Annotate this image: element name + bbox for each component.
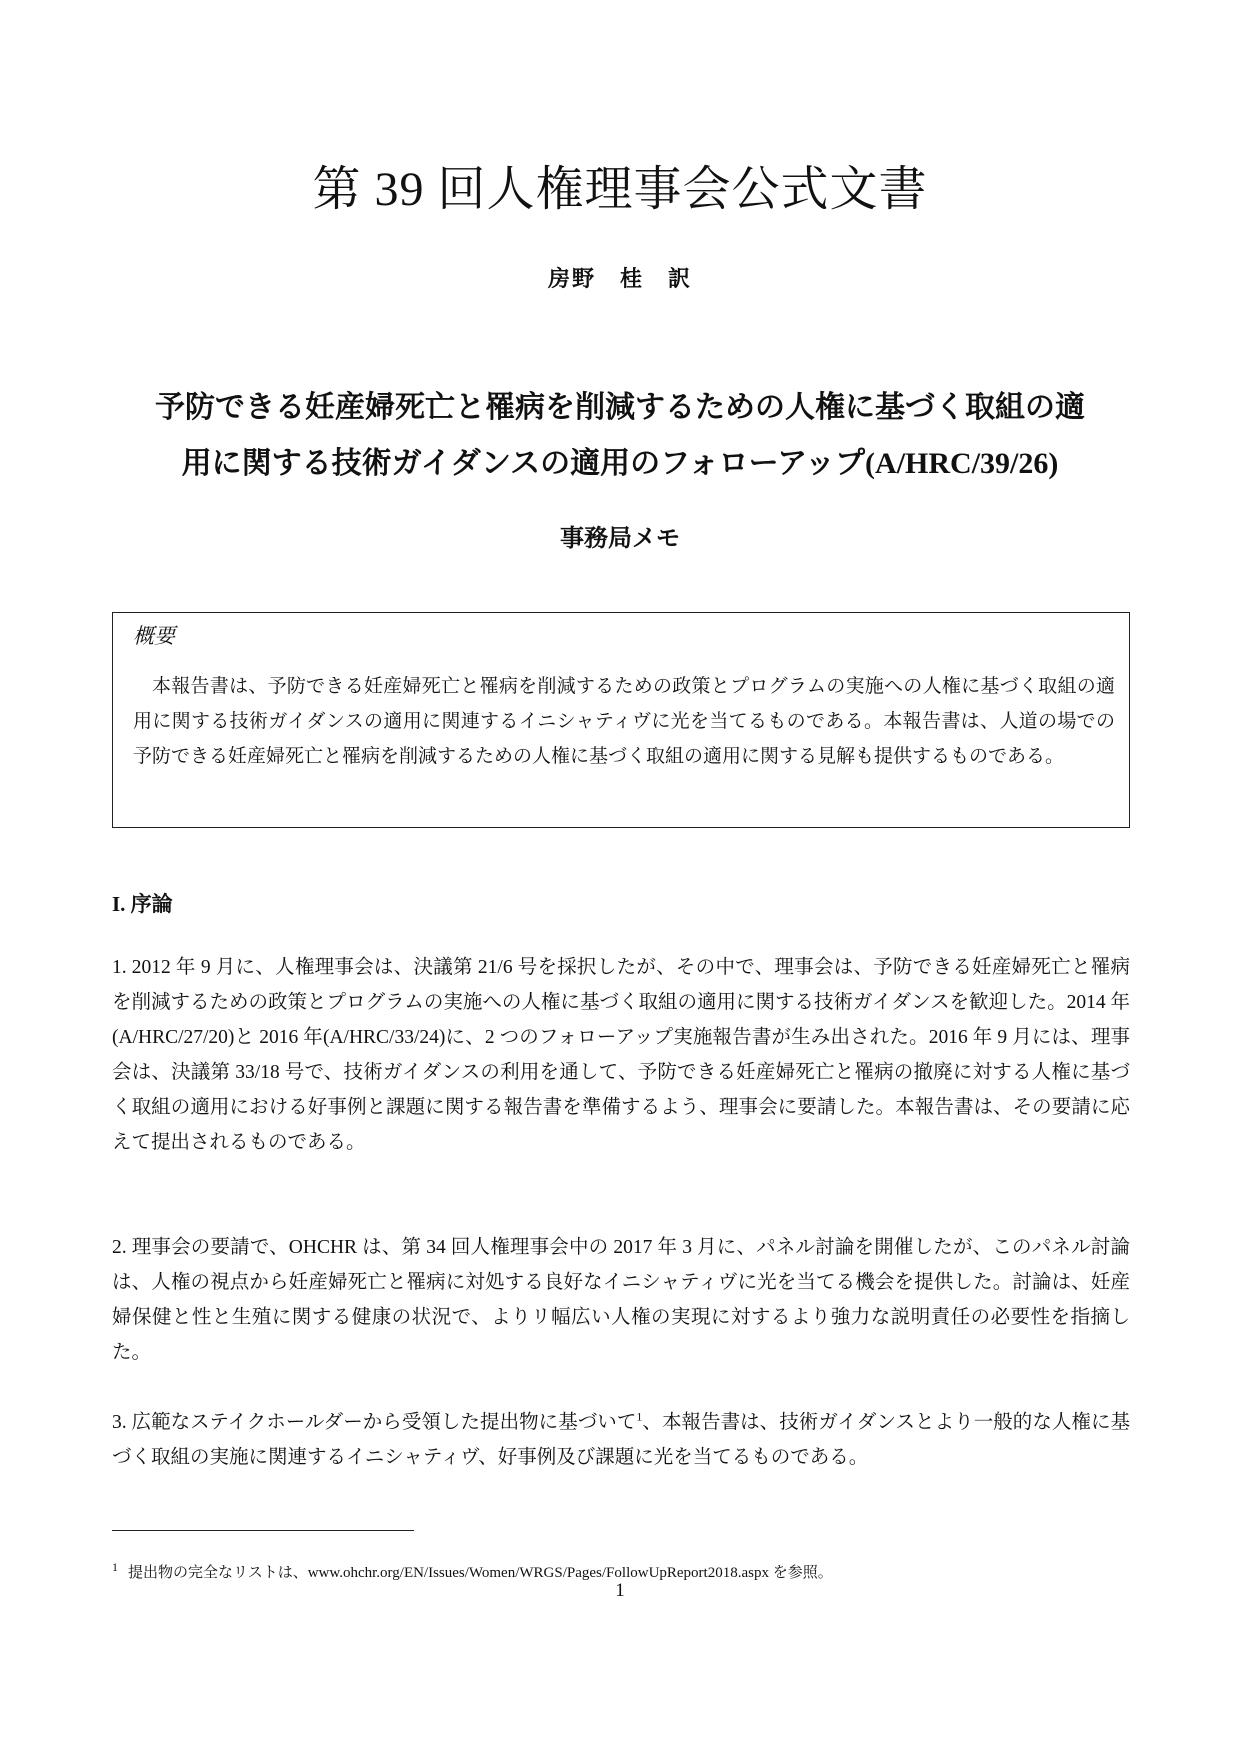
paragraph-1: 1. 2012 年 9 月に、人権理事会は、決議第 21/6 号を採択したが、その中で、理事会は、予防できる妊産婦死亡と罹病を削減するための政策とプログラムの実施への人権に基づく取組の適用に関する技術ガイダンスを歓迎した。2014 年(A/HRC/27/20)と 2016 年(A/HRC/33/24)に、2 つのフォローアップ実施報告書が生み出された。2016 年 9 月には、理事会は、決議第 33/18 号で、技術ガイダンスの利用を通して、予防できる妊産婦死亡と罹病の撤廃に対する人権に基づく取組の適用における好事例と課題に関する報告書を準備するよう、理事会に要請した。本報告書は、その要請に応えて提出されるものである。 (112, 957, 1130, 1153)
paragraph-2: 2. 理事会の要請で、OHCHR は、第 34 回人権理事会中の 2017 年 3 月に、パネル討論を開催したが、このパネル討論は、人権の視点から妊産婦死亡と罹病に対処する良好なイニシャティヴに光を当てる機会を提供した。討論は、妊産婦保健と性と生殖に関する健康の状況で、よりリ幅広い人権の実現に対するより強力な説明責任の必要性を指摘した。 (112, 1237, 1130, 1363)
paragraph-3-text-after: 、本報告書は、技術ガイダンスとより一般的な人権に基づく取組の実施に関連するイニシャティヴ、好事例及び課題に光を当てるものである。 (112, 1412, 1130, 1468)
document-title-line-1: 予防できる妊産婦死亡と罹病を削減するための人権に基づく取組の適 (155, 391, 1085, 424)
document-title-line-2: 用に関する技術ガイダンスの適用のフォローアップ(A/HRC/39/26) (181, 447, 1059, 480)
footnote-divider (112, 1530, 414, 1531)
main-title: 第 39 回人権理事会公式文書 (312, 163, 928, 216)
document-title (110, 380, 1130, 492)
footnote-reference[interactable]: 1 (636, 1409, 643, 1424)
document-subtitle: 事務局メモ (560, 526, 680, 552)
summary-text: 本報告書は、予防できる妊産婦死亡と罹病を削減するための政策とプログラムの実施への人権に基づく取組の適用に関する技術ガイダンスの適用に関連するイニシャティヴに光を当てるものである。本報告書は、人道の場での予防できる妊産婦死亡と罹病を削減するための人権に基づく取組の適用に関する見解も提供するものである。 (133, 676, 1115, 767)
summary-heading: 概要 (133, 624, 175, 648)
section-heading-introduction: I. 序論 (112, 892, 173, 916)
footnote-number: 1 (112, 1560, 118, 1574)
paragraph-3-text-before: 3. 広範なステイクホールダーから受領した提出物に基づいて (112, 1412, 637, 1433)
page-number: 1 (615, 1580, 625, 1601)
summary-box (112, 612, 1130, 828)
translator-credit: 房野 桂 訳 (547, 266, 692, 291)
footnote-text: 提出物の完全なリストは、www.ohchr.org/EN/Issues/Women/WRGS/Pages/FollowUpReport2018.aspx を参照。 (128, 1565, 833, 1581)
paragraph-3 (112, 1405, 1130, 1475)
